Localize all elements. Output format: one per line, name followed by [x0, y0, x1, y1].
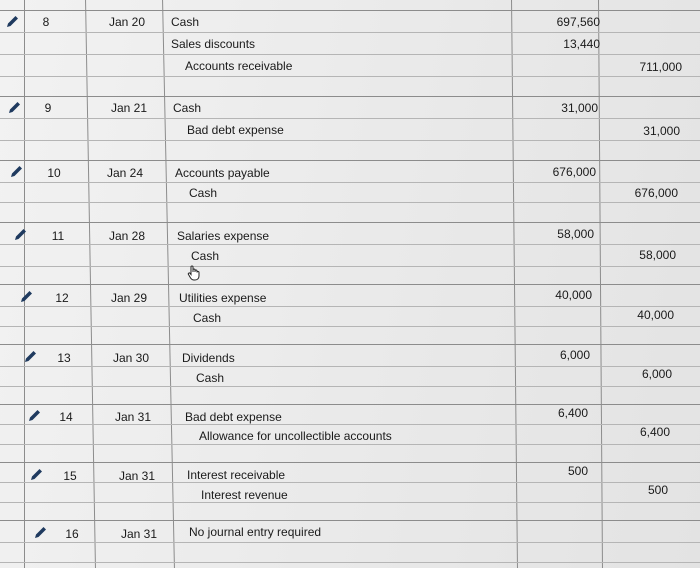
row-divider [0, 54, 700, 55]
hand-cursor-icon [185, 264, 203, 282]
debit-amount: 13,440 [563, 37, 600, 51]
edit-pencil-icon[interactable] [8, 164, 24, 180]
entry-number: 11 [51, 229, 65, 243]
row-divider [0, 326, 700, 327]
entry-number: 8 [42, 15, 50, 29]
edit-pencil-icon[interactable] [28, 467, 44, 483]
edit-pencil-icon[interactable] [22, 349, 38, 365]
edit-pencil-icon[interactable] [12, 227, 28, 243]
debit-amount: 697,560 [556, 15, 600, 29]
account-name: Allowance for uncollectible accounts [199, 429, 392, 443]
edit-pencil-icon[interactable] [26, 408, 42, 424]
entry-number: 15 [63, 469, 77, 483]
row-divider [0, 502, 700, 503]
account-name: Bad debt expense [187, 123, 284, 137]
account-name: Bad debt expense [185, 410, 282, 424]
row-divider [0, 284, 700, 285]
row-divider [0, 244, 700, 245]
entry-date: Jan 24 [106, 166, 144, 180]
entry-date: Jan 30 [112, 351, 150, 365]
row-divider [0, 140, 700, 141]
row-divider [0, 10, 700, 11]
entry-date: Jan 28 [108, 229, 146, 243]
debit-amount: 31,000 [561, 101, 598, 115]
account-name: Cash [173, 101, 202, 115]
entry-number: 16 [65, 527, 79, 541]
entry-number: 9 [44, 101, 52, 115]
row-divider [0, 444, 700, 445]
account-name: Sales discounts [171, 37, 256, 51]
credit-amount: 711,000 [639, 60, 682, 74]
row-divider [0, 404, 700, 405]
row-divider [0, 160, 700, 161]
row-divider [0, 344, 700, 345]
row-divider [0, 118, 700, 119]
account-name: Cash [189, 186, 218, 200]
debit-amount: 40,000 [555, 288, 592, 302]
debit-amount: 676,000 [552, 165, 596, 179]
credit-amount: 500 [647, 483, 668, 497]
credit-amount: 6,000 [641, 367, 672, 381]
account-name: Interest revenue [201, 488, 288, 502]
row-divider [0, 202, 700, 203]
row-divider [0, 462, 700, 463]
credit-amount: 6,400 [639, 425, 670, 439]
row-divider [0, 520, 700, 521]
row-divider [0, 96, 700, 97]
account-name: Salaries expense [177, 229, 270, 243]
entry-date: Jan 31 [118, 469, 156, 483]
debit-amount: 6,400 [557, 406, 588, 420]
debit-amount: 58,000 [557, 227, 594, 241]
account-name: Cash [171, 15, 200, 29]
row-divider [0, 222, 700, 223]
debit-amount: 500 [567, 464, 588, 478]
edit-pencil-icon[interactable] [18, 289, 34, 305]
account-name: Cash [191, 249, 220, 263]
row-divider [0, 386, 700, 387]
row-divider [0, 76, 700, 77]
entry-date: Jan 31 [114, 410, 152, 424]
credit-amount: 58,000 [639, 248, 676, 262]
debit-amount: 6,000 [559, 348, 590, 362]
row-divider [0, 562, 700, 563]
credit-amount: 31,000 [643, 124, 680, 138]
entry-number: 14 [59, 410, 73, 424]
entry-number: 13 [57, 351, 71, 365]
entry-date: Jan 31 [120, 527, 158, 541]
entry-number: 10 [47, 166, 61, 180]
account-name: Cash [196, 371, 225, 385]
account-name: Interest receivable [187, 468, 286, 482]
account-name: Cash [193, 311, 222, 325]
edit-pencil-icon[interactable] [6, 100, 22, 116]
entry-date: Jan 29 [110, 291, 148, 305]
account-name: No journal entry required [189, 525, 322, 539]
credit-amount: 40,000 [637, 308, 674, 322]
row-divider [0, 182, 700, 183]
account-name: Accounts receivable [185, 59, 293, 73]
row-divider [0, 306, 700, 307]
edit-pencil-icon[interactable] [4, 14, 20, 30]
entry-date: Jan 20 [108, 15, 146, 29]
account-name: Dividends [182, 351, 235, 365]
row-divider [0, 32, 700, 33]
row-divider [0, 542, 700, 543]
entry-date: Jan 21 [110, 101, 148, 115]
account-name: Accounts payable [175, 166, 270, 180]
credit-amount: 676,000 [634, 186, 678, 200]
entry-number: 12 [55, 291, 69, 305]
account-name: Utilities expense [179, 291, 267, 305]
edit-pencil-icon[interactable] [32, 525, 48, 541]
row-divider [0, 266, 700, 267]
